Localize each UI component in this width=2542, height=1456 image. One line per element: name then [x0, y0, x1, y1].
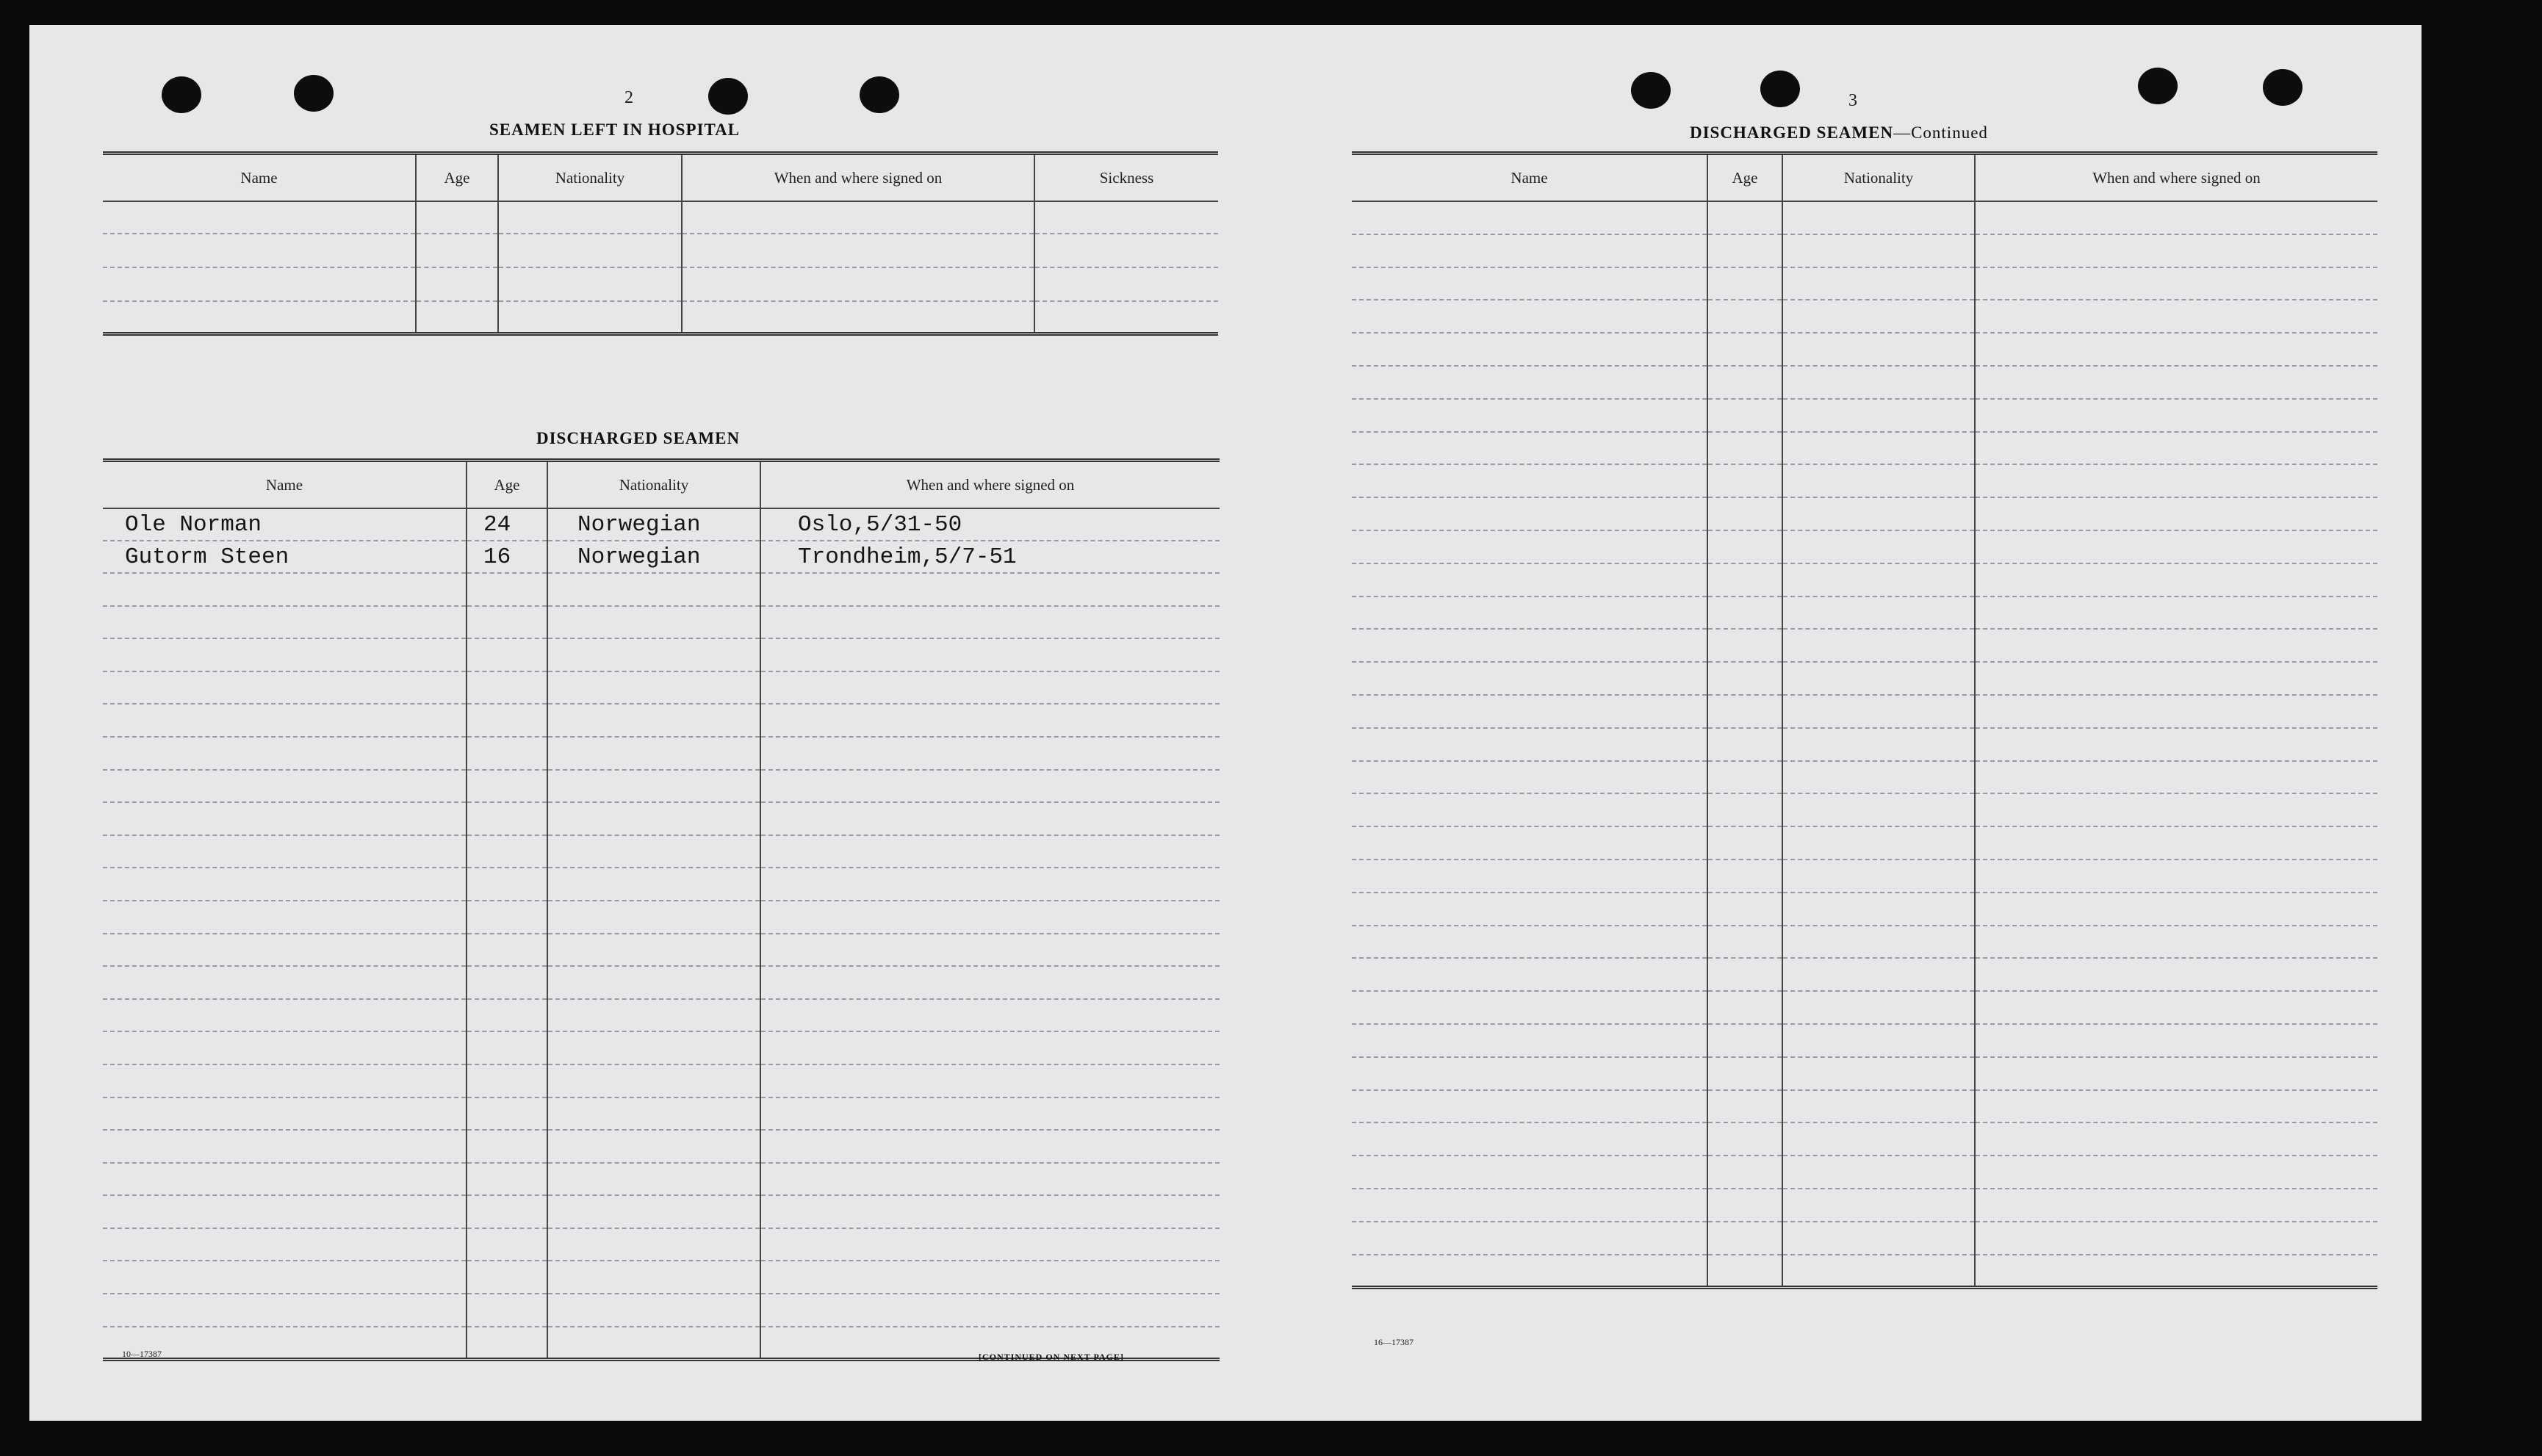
table-row [103, 1294, 1220, 1327]
seaman-name: Gutorm Steen [103, 541, 467, 573]
table-row [103, 835, 1220, 868]
page-number-right: 3 [1848, 91, 1857, 110]
table-row [1352, 793, 2377, 826]
punch-hole [1760, 71, 1800, 107]
column-header-sickness: Sickness [1034, 154, 1218, 202]
table-row [103, 606, 1220, 639]
discharged-table [103, 458, 1220, 1361]
form-code-left: 10—17387 [122, 1349, 162, 1359]
table-row [1352, 530, 2377, 563]
table-row [1352, 464, 2377, 497]
seaman-nationality: Norwegian [547, 541, 760, 573]
table-row [1352, 497, 2377, 530]
continued-note: [CONTINUED ON NEXT PAGE] [979, 1352, 1124, 1362]
table-row [1352, 958, 2377, 991]
seaman-signed-on: Trondheim,5/7-51 [760, 541, 1220, 573]
table-row [103, 770, 1220, 803]
table-row [103, 1195, 1220, 1228]
table-row [1352, 1156, 2377, 1189]
table-row [103, 671, 1220, 704]
table-row [103, 901, 1220, 934]
column-header-name: Name [103, 461, 467, 509]
table-row [1352, 662, 2377, 695]
table-row [1352, 926, 2377, 959]
table-row [1352, 1222, 2377, 1255]
title-suffix: —Continued [1893, 123, 1988, 142]
page-number-left: 2 [624, 88, 633, 107]
table-row [103, 1064, 1220, 1098]
table-row [103, 267, 1218, 301]
table-row [1352, 432, 2377, 465]
table-row [1352, 234, 2377, 267]
hospital-table [103, 151, 1218, 336]
column-header-name: Name [1352, 154, 1707, 202]
table-row [1352, 563, 2377, 597]
discharged-continued-table [1352, 151, 2377, 1289]
table-row [1352, 695, 2377, 728]
column-header-nationality: Nationality [498, 154, 682, 202]
table-row [1352, 1189, 2377, 1222]
table-row [1352, 859, 2377, 893]
seaman-name: Ole Norman [103, 508, 467, 541]
punch-hole [2138, 68, 2178, 104]
table-row [103, 201, 1218, 234]
table-row [1352, 893, 2377, 926]
table-row [1352, 366, 2377, 399]
column-header-nationality: Nationality [1782, 154, 1975, 202]
table-row [1352, 728, 2377, 761]
table-row [103, 966, 1220, 999]
punch-hole [2263, 69, 2302, 106]
seaman-signed-on: Oslo,5/31-50 [760, 508, 1220, 541]
table-row [1352, 629, 2377, 662]
table-row [103, 541, 1220, 573]
table-row [1352, 761, 2377, 794]
table-row [103, 1031, 1220, 1064]
column-header-signed-on: When and where signed on [682, 154, 1034, 202]
table-row [1352, 1057, 2377, 1090]
table-row [1352, 300, 2377, 333]
table-row [103, 1098, 1220, 1131]
table-row [103, 508, 1220, 541]
seaman-age: 24 [467, 508, 547, 541]
seaman-nationality: Norwegian [547, 508, 760, 541]
table-row [103, 737, 1220, 770]
table-row [1352, 1024, 2377, 1057]
table-row [1352, 991, 2377, 1024]
column-header-name: Name [103, 154, 416, 202]
table-row [103, 1261, 1220, 1294]
punch-hole [708, 78, 748, 115]
title-text: DISCHARGED SEAMEN [1690, 123, 1894, 142]
hospital-section-title: SEAMEN LEFT IN HOSPITAL [489, 120, 741, 139]
form-code-right: 16—17387 [1374, 1337, 1414, 1347]
table-row [103, 1163, 1220, 1196]
table-row [1352, 267, 2377, 300]
table-row [103, 638, 1220, 671]
discharged-continued-title [1690, 123, 1988, 143]
table-row [1352, 1122, 2377, 1156]
table-row [103, 704, 1220, 737]
table-row [103, 868, 1220, 901]
column-header-age: Age [1707, 154, 1782, 202]
table-row [103, 999, 1220, 1032]
table-row [103, 573, 1220, 606]
table-row [1352, 1255, 2377, 1288]
punch-hole [1631, 72, 1671, 109]
table-row [103, 934, 1220, 967]
table-row [1352, 597, 2377, 630]
punch-hole [162, 76, 201, 113]
column-header-signed-on: When and where signed on [760, 461, 1220, 509]
table-row [1352, 201, 2377, 234]
table-row [103, 301, 1218, 334]
table-row [103, 802, 1220, 835]
table-row [1352, 399, 2377, 432]
table-row [1352, 333, 2377, 366]
discharged-section-title: DISCHARGED SEAMEN [536, 429, 741, 447]
document-spread [29, 25, 2422, 1421]
table-row [1352, 826, 2377, 859]
table-row [103, 1228, 1220, 1261]
column-header-age: Age [467, 461, 547, 509]
punch-hole [294, 75, 334, 112]
table-row [1352, 1090, 2377, 1123]
punch-hole [860, 76, 899, 113]
column-header-age: Age [416, 154, 498, 202]
table-row [103, 1130, 1220, 1163]
table-row [103, 234, 1218, 267]
column-header-nationality: Nationality [547, 461, 760, 509]
column-header-signed-on: When and where signed on [1975, 154, 2377, 202]
seaman-age: 16 [467, 541, 547, 573]
